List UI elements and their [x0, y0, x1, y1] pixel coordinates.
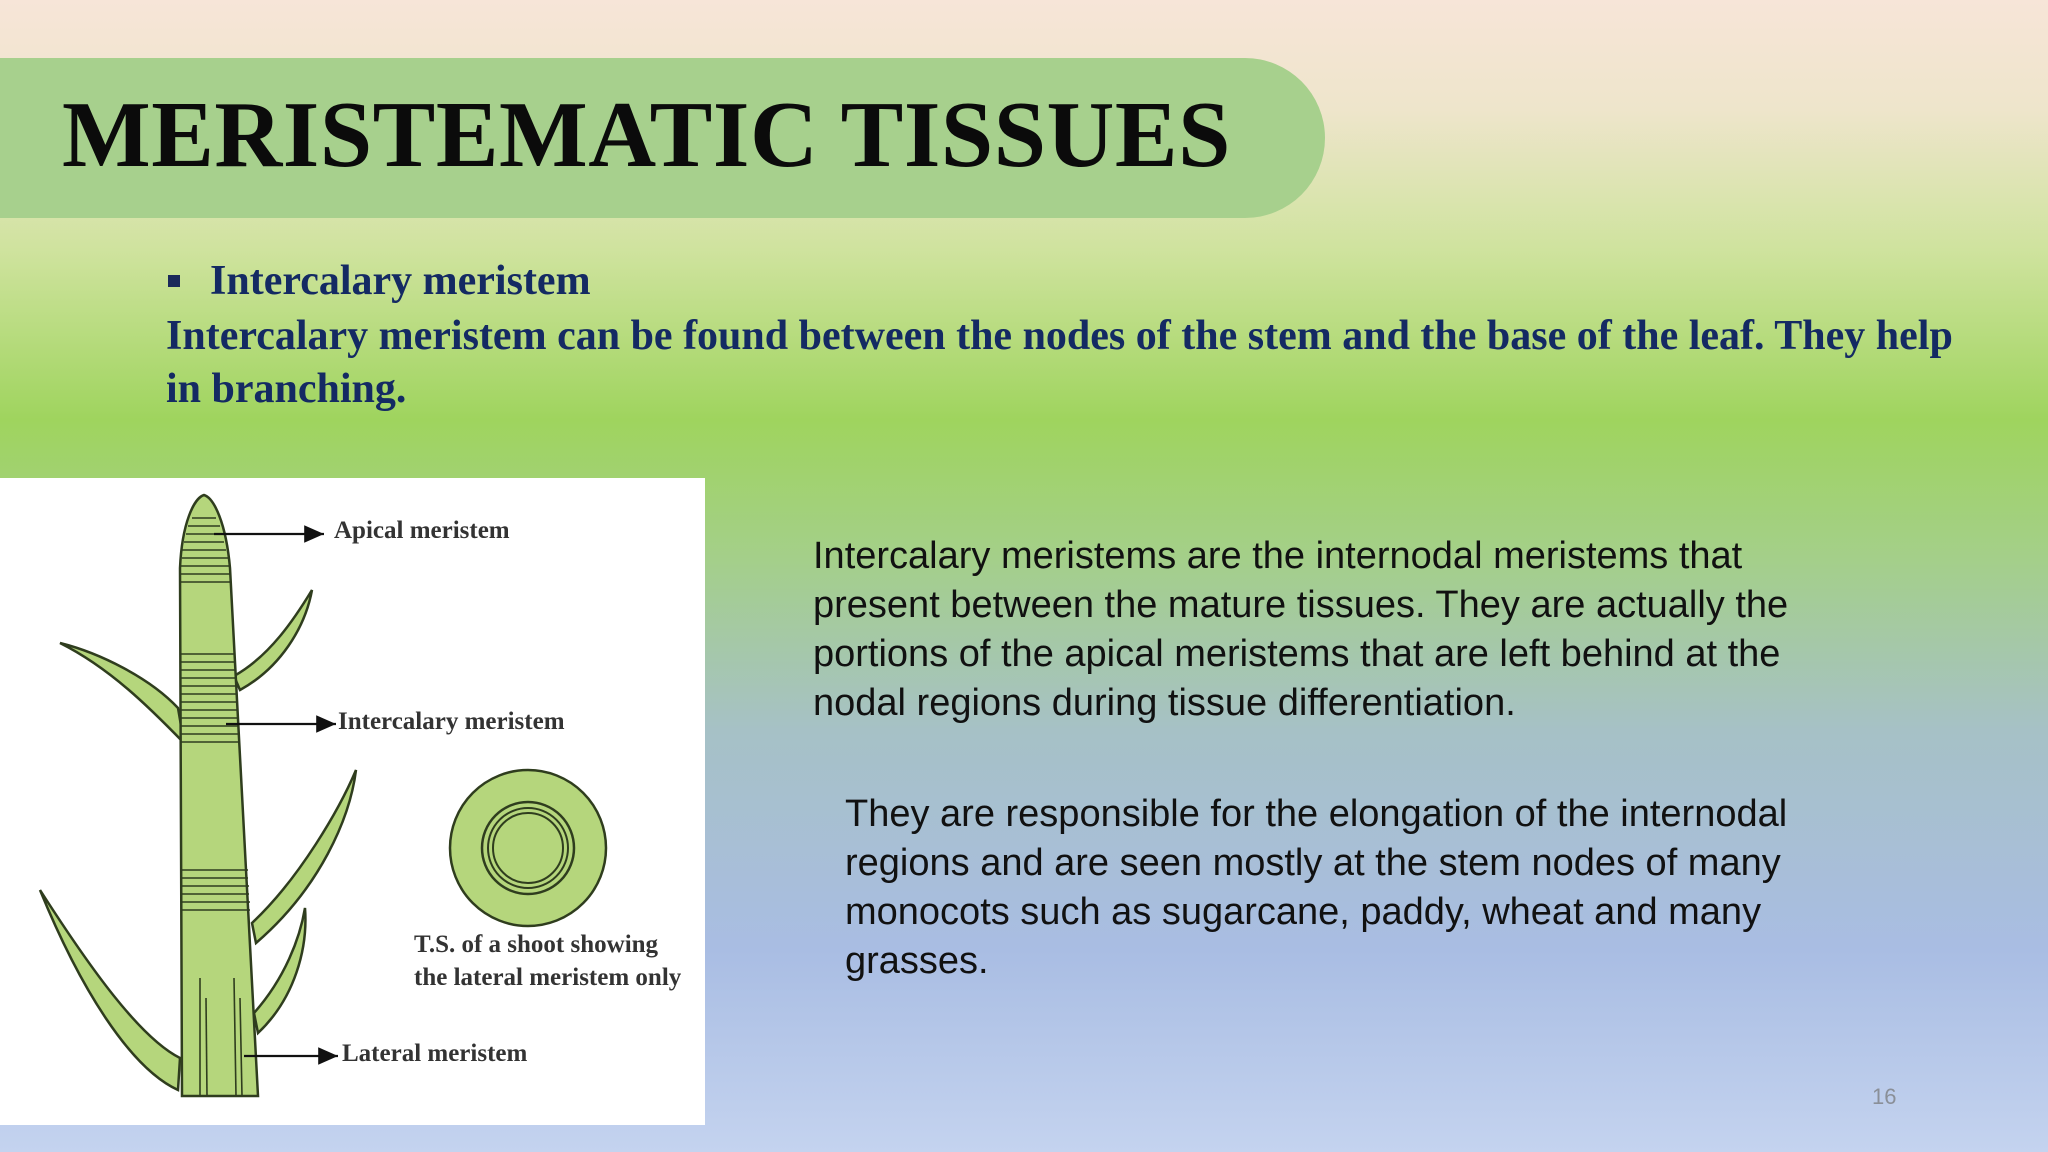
- meristem-diagram: [0, 478, 705, 1125]
- cross-section-label-line2: the lateral meristem only: [414, 964, 682, 991]
- lateral-meristem-label: Lateral meristem: [342, 1040, 528, 1067]
- shoot-cross-section: [450, 770, 606, 926]
- page-number: 16: [1872, 1084, 1897, 1109]
- cross-section-label-line1: T.S. of a shoot showing: [414, 931, 659, 958]
- bullet-heading: Intercalary meristem: [210, 258, 591, 304]
- paragraph-internodal: Intercalary meristems are the internodal meristems that present between the mature tissues. They are actually the portions of the apical meristems that are left behind at the nodal regions during tissue differentiation.: [813, 535, 1789, 724]
- bullet-square-icon: [168, 275, 180, 287]
- slide-title: MERISTEMATIC TISSUES: [62, 83, 1231, 187]
- leaf-lower-left: [40, 890, 180, 1090]
- intro-text: Intercalary meristem can be found between the nodes of the stem and the base of the leaf. They help in branching.: [166, 313, 1953, 412]
- intercalary-meristem-label: Intercalary meristem: [338, 708, 565, 735]
- leaf-upper-right: [234, 590, 312, 690]
- plant-shoot-illustration: [0, 478, 705, 1125]
- bullet-item: [168, 256, 591, 306]
- paragraph-elongation: They are responsible for the elongation of the internodal regions and are seen mostly at the stem nodes of many monocots such as sugarcane, paddy, wheat and many grasses.: [845, 793, 1788, 982]
- leaf-upper-left: [60, 643, 184, 743]
- stem: [180, 495, 258, 1096]
- apical-meristem-label: Apical meristem: [334, 517, 510, 544]
